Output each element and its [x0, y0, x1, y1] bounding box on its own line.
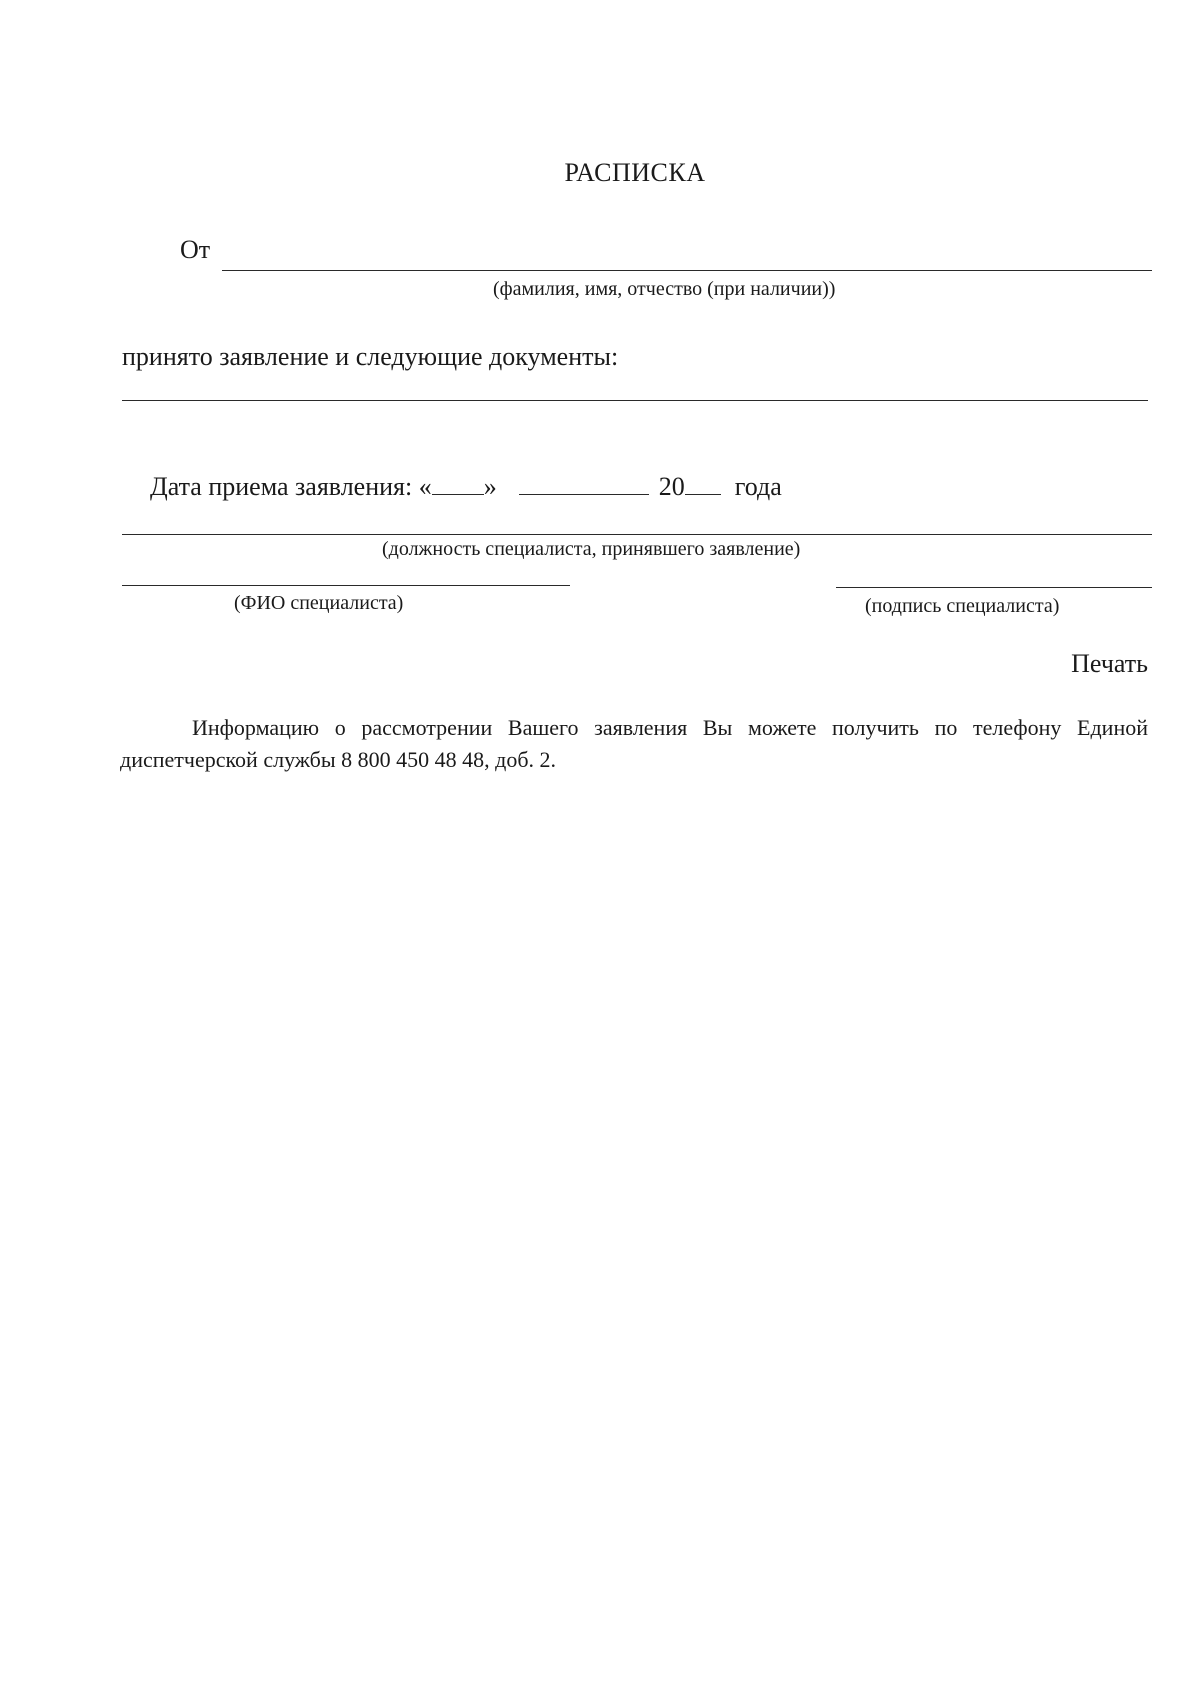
signature-caption: (подпись специалиста) — [865, 595, 1060, 617]
stamp-label: Печать — [1071, 649, 1148, 678]
date-quote-close: » — [483, 472, 497, 501]
date-year-blank — [685, 472, 721, 495]
date-year-prefix: 20 — [658, 472, 685, 501]
receipt-date-line — [124, 442, 782, 532]
date-label: Дата приема заявления: « — [150, 472, 432, 501]
accepted-documents-label: принято заявление и следующие документы: — [122, 342, 619, 371]
documents-list-line — [122, 400, 1148, 401]
date-month-blank — [519, 472, 649, 495]
info-paragraph: Информацию о рассмотрении Вашего заявления Вы можете получить по телефону Единой диспетчерской службы 8 800 450 48 48, доб. 2. — [120, 715, 1148, 772]
signature-line — [836, 587, 1152, 588]
position-line — [122, 534, 1152, 535]
document-title: РАСПИСКА — [564, 158, 706, 187]
from-name-line — [222, 270, 1152, 271]
position-caption: (должность специалиста, принявшего заявление) — [382, 538, 801, 560]
fio-caption: (ФИО специалиста) — [234, 592, 404, 614]
from-name-caption: (фамилия, имя, отчество (при наличии)) — [493, 278, 836, 300]
fio-line — [122, 585, 570, 586]
date-day-blank — [432, 472, 484, 495]
from-label: От — [180, 235, 211, 264]
date-year-suffix: года — [734, 472, 782, 501]
